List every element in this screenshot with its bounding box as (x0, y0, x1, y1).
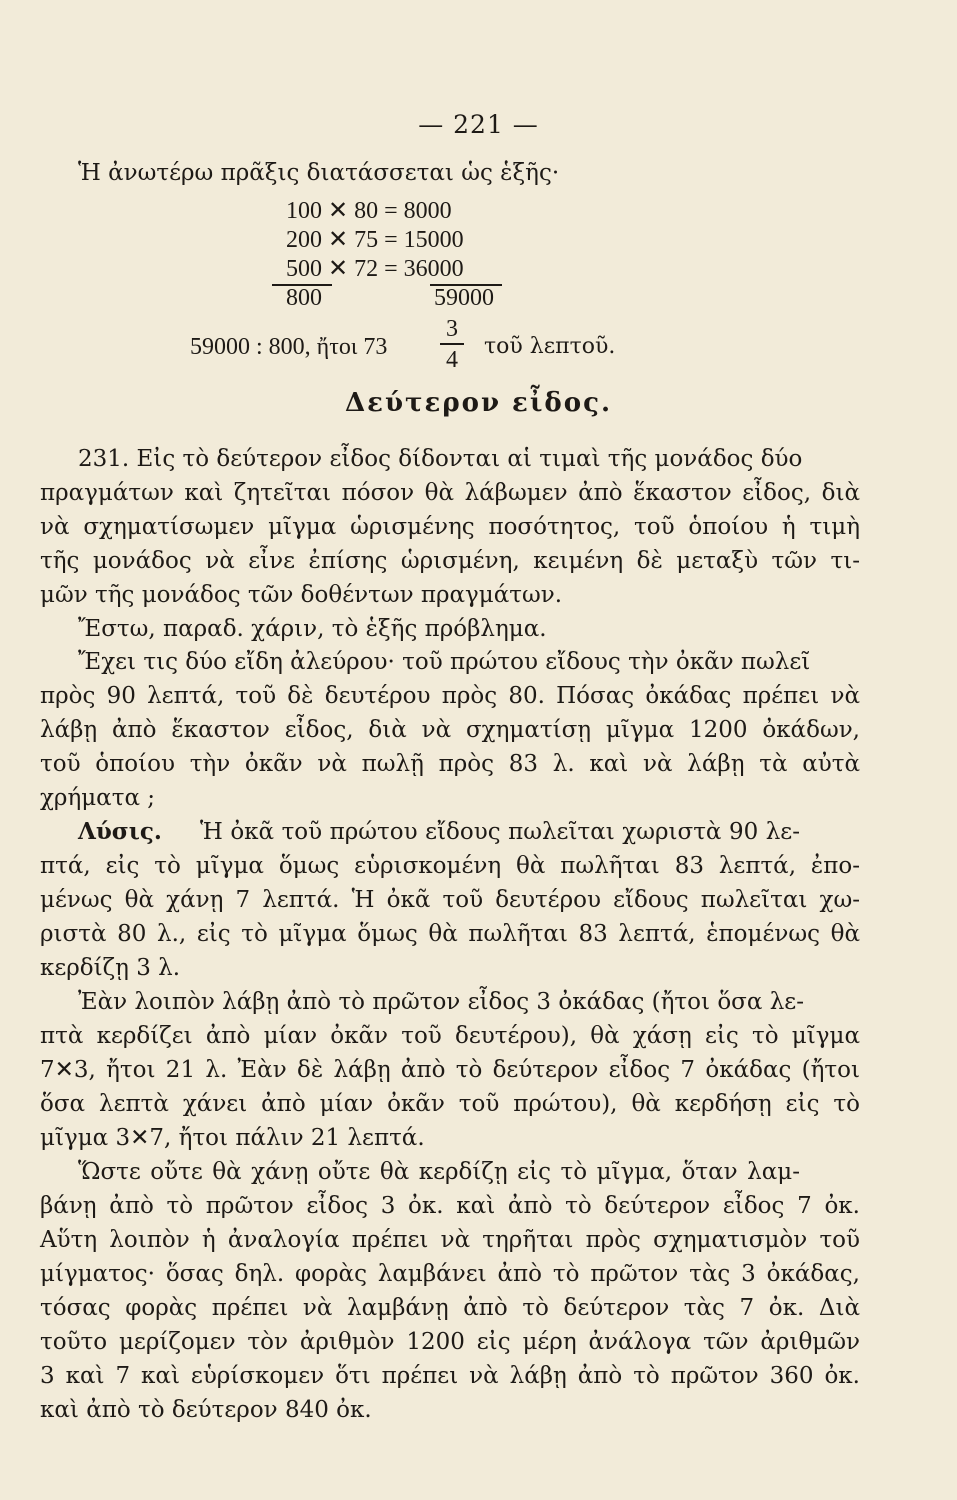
text-line: μῶν τῆς μονάδος τῶν δοθέντων πραγμάτων. (40, 582, 563, 608)
text-line: μένως θὰ χάνῃ 7 λεπτά. Ἡ ὀκᾶ τοῦ δευτέρου εἴδους πωλεῖται χω- (40, 887, 860, 913)
intro-line: Ἡ ἀνωτέρω πρᾶξις διατάσσεται ὡς ἑξῆς· (78, 160, 560, 186)
text-line: κερδίζῃ 3 λ. (40, 955, 181, 981)
text-line: νὰ σχηματίσωμεν μῖγμα ὡρισμένης ποσότητος, τοῦ ὁποίου ἡ τιμὴ (40, 514, 860, 540)
text-line: βάνῃ ἀπὸ τὸ πρῶτον εἶδος 3 ὀκ. καὶ ἀπὸ τὸ δεύτερον εἶδος 7 ὀκ. (40, 1193, 860, 1219)
fraction-bar (440, 343, 464, 345)
text-line: μῖγμα 3✕7, ἤτοι πάλιν 21 λεπτά. (40, 1125, 425, 1151)
calc-row-3: 500 ✕ 72 = 36000 (286, 256, 464, 282)
text-line: Ἡ ὀκᾶ τοῦ πρώτου εἴδους πωλεῖται χωριστὰ 90 λε- (200, 819, 800, 845)
text-line: τῆς μονάδος νὰ εἶνε ἐπίσης ὡρισμένη, κειμένη δὲ μεταξὺ τῶν τι- (40, 548, 860, 574)
text-line: ριστὰ 80 λ., εἰς τὸ μῖγμα ὅμως θὰ πωλῆται 83 λεπτά, ἑπομένως θὰ (40, 921, 860, 947)
text-line: πραγμάτων καὶ ζητεῖται πόσον θὰ λάβωμεν ἀπὸ ἕκαστον εἶδος, διὰ (40, 480, 860, 506)
text-line: χρήματα ; (40, 785, 156, 811)
text-line: καὶ ἀπὸ τὸ δεύτερον 840 ὀκ. (40, 1397, 372, 1423)
text-line: 231. Εἰς τὸ δεύτερον εἶδος δίδονται αἱ τιμαὶ τῆς μονάδος δύο (78, 446, 803, 472)
text-line: Ἐὰν λοιπὸν λάβῃ ἀπὸ τὸ πρῶτον εἶδος 3 ὀκάδας (ἤτοι ὅσα λε- (78, 989, 804, 1015)
text-line: Ὥστε οὔτε θὰ χάνῃ οὔτε θὰ κερδίζῃ εἰς τὸ μῖγμα, ὅταν λαμ- (78, 1159, 800, 1185)
text-line: 3 καὶ 7 καὶ εὑρίσκομεν ὅτι πρέπει νὰ λάβῃ ἀπὸ τὸ πρῶτον 360 ὀκ. (40, 1363, 860, 1389)
page-number: — 221 — (418, 110, 539, 139)
calc-sum-left: 800 (286, 285, 322, 311)
division-suffix: τοῦ λεπτοῦ. (484, 334, 616, 359)
text-line: πρὸς 90 λεπτά, τοῦ δὲ δευτέρου πρὸς 80. Πόσας ὀκάδας πρέπει νὰ (40, 683, 860, 709)
text-line: 7✕3, ἤτοι 21 λ. Ἐὰν δὲ λάβῃ ἀπὸ τὸ δεύτερον εἶδος 7 ὀκάδας (ἤτοι (40, 1057, 860, 1083)
text-line: τοῦτο μερίζομεν τὸν ἀριθμὸν 1200 εἰς μέρη ἀνάλογα τῶν ἀριθμῶν (40, 1329, 860, 1355)
solution-label: Λύσις. (78, 818, 162, 845)
calc-sum-right: 59000 (434, 285, 494, 311)
calc-row-1: 100 ✕ 80 = 8000 (286, 198, 452, 224)
division-text: 59000 : 800, ἤτοι 73 (190, 334, 388, 360)
text-line: πτά, εἰς τὸ μῖγμα ὅμως εὑρισκομένη θὰ πωλῆται 83 λεπτά, ἐπο- (40, 853, 860, 879)
text-line: μίγματος· ὅσας δηλ. φορὰς λαμβάνει ἀπὸ τὸ πρῶτον τὰς 3 ὀκάδας, (40, 1261, 860, 1287)
text-line: Αὕτη λοιπὸν ἡ ἀναλογία πρέπει νὰ τηρῆται πρὸς σχηματισμὸν τοῦ (40, 1227, 860, 1253)
calc-row-2: 200 ✕ 75 = 15000 (286, 227, 464, 253)
text-line: Ἔχει τις δύο εἴδη ἀλεύρου· τοῦ πρώτου εἴδους τὴν ὀκᾶν πωλεῖ (78, 649, 811, 675)
text-line: λάβῃ ἀπὸ ἕκαστον εἶδος, διὰ νὰ σχηματίσῃ μῖγμα 1200 ὀκάδων, (40, 717, 860, 743)
text-line: τόσας φορὰς πρέπει νὰ λαμβάνῃ ἀπὸ τὸ δεύτερον τὰς 7 ὀκ. Διὰ (40, 1295, 860, 1321)
section-title: Δεύτερον εἶδος. (345, 388, 612, 418)
fraction-denominator: 4 (446, 347, 458, 373)
text-line: πτὰ κερδίζει ἀπὸ μίαν ὀκᾶν τοῦ δευτέρου), θὰ χάσῃ εἰς τὸ μῖγμα (40, 1023, 860, 1049)
fraction-numerator: 3 (446, 316, 458, 342)
text-line: ὅσα λεπτὰ χάνει ἀπὸ μίαν ὀκᾶν τοῦ πρώτου), θὰ κερδήσῃ εἰς τὸ (40, 1091, 860, 1117)
text-line: Ἔστω, παραδ. χάριν, τὸ ἑξῆς πρόβλημα. (78, 616, 547, 642)
text-line: τοῦ ὁποίου τὴν ὀκᾶν νὰ πωλῇ πρὸς 83 λ. καὶ νὰ λάβῃ τὰ αὐτὰ (40, 751, 860, 777)
